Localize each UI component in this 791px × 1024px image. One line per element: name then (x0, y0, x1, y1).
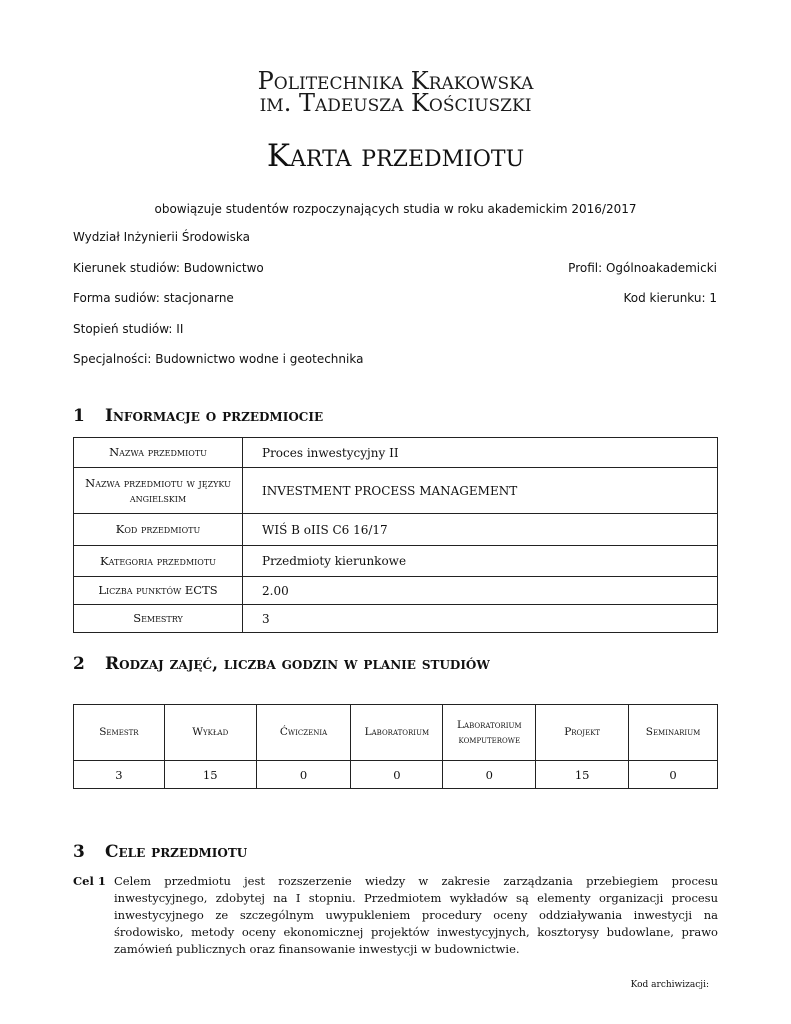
section-3-heading (73, 842, 247, 862)
section-2-heading (73, 654, 490, 674)
table-row (74, 761, 718, 789)
table-cell: 0 (351, 761, 443, 789)
profile: Profil: Ogólnoakademicki (568, 261, 717, 275)
column-header: Seminarium (629, 705, 718, 761)
section-number: 3 (73, 842, 85, 862)
university-name-line2: im. Tadeusza Kościuszki (259, 89, 532, 117)
column-header: Laboratorium komputerowe (443, 705, 536, 761)
table-row (74, 468, 718, 514)
column-header: Ćwiczenia (256, 705, 351, 761)
table-row (74, 546, 718, 577)
table-row (74, 438, 718, 468)
subject-info-table (73, 437, 718, 633)
info-value: Proces inwestycyjny II (243, 438, 718, 468)
info-value: 3 (243, 605, 718, 633)
column-header: Wykład (164, 705, 256, 761)
table-cell: 15 (536, 761, 629, 789)
document-title: Karta przedmiotu (266, 138, 525, 174)
study-level: Stopień studiów: II (73, 322, 184, 336)
table-cell: 3 (74, 761, 165, 789)
faculty: Wydział Inżynierii Środowiska (73, 230, 250, 244)
info-key: Nazwa przedmiotu (74, 438, 243, 468)
table-header-row (74, 705, 718, 761)
field-code: Kod kierunku: 1 (623, 291, 717, 305)
section-number: 1 (73, 406, 85, 426)
info-key: Kategoria przedmiotu (74, 546, 243, 577)
archive-code-label: Kod archiwizacji: (630, 980, 709, 990)
table-cell: 15 (164, 761, 256, 789)
info-value: 2.00 (243, 577, 718, 605)
field-of-study: Kierunek studiów: Budownictwo (73, 261, 264, 275)
info-value: Przedmioty kierunkowe (243, 546, 718, 577)
goal-item (73, 873, 718, 958)
column-header: Semestr (74, 705, 165, 761)
section-title: Informacje o przedmiocie (105, 406, 324, 426)
info-key: Kod przedmiotu (74, 514, 243, 546)
section-title: Rodzaj zajęć, liczba godzin w planie studiów (105, 654, 490, 674)
info-key: Liczba punktów ECTS (74, 577, 243, 605)
table-row (74, 514, 718, 546)
table-cell: 0 (629, 761, 718, 789)
table-row (74, 577, 718, 605)
hours-table (73, 704, 718, 789)
study-form: Forma sudiów: stacjonarne (73, 291, 234, 305)
goal-text: Celem przedmiotu jest rozszerzenie wiedzy w zakresie zarządzania przebiegiem procesu inwestycyjnego, zdobytej na I stopniu. Przedmiotem wykładów są elementy organizacji procesu inwestycyjnego ze szczególnym uwypukleniem procedury oceny oddziaływania inwestycji na środowisko, metody oceny ekonomicznej projektów inwestycyjnych, kosztorysy budowlane, prawo zamówień publicznych oraz finansowanie inwestycji w budownictwie. (114, 874, 718, 956)
section-number: 2 (73, 654, 85, 674)
table-cell: 0 (443, 761, 536, 789)
info-value: INVESTMENT PROCESS MANAGEMENT (243, 468, 718, 514)
table-row (74, 605, 718, 633)
university-name-line1: Politechnika Krakowska (257, 67, 534, 95)
column-header: Projekt (536, 705, 629, 761)
info-value: WIŚ B oIIS C6 16/17 (243, 514, 718, 546)
specialties: Specjalności: Budownictwo wodne i geotechnika (73, 352, 364, 366)
goal-label: Cel 1 (73, 874, 106, 888)
section-1-heading (73, 406, 323, 426)
column-header: Laboratorium (351, 705, 443, 761)
table-cell: 0 (256, 761, 351, 789)
info-key: Nazwa przedmiotu w języku angielskim (74, 468, 243, 514)
info-key: Semestry (74, 605, 243, 633)
section-title: Cele przedmiotu (105, 842, 248, 862)
validity-note: obowiązuje studentów rozpoczynających studia w roku akademickim 2016/2017 (154, 202, 637, 216)
